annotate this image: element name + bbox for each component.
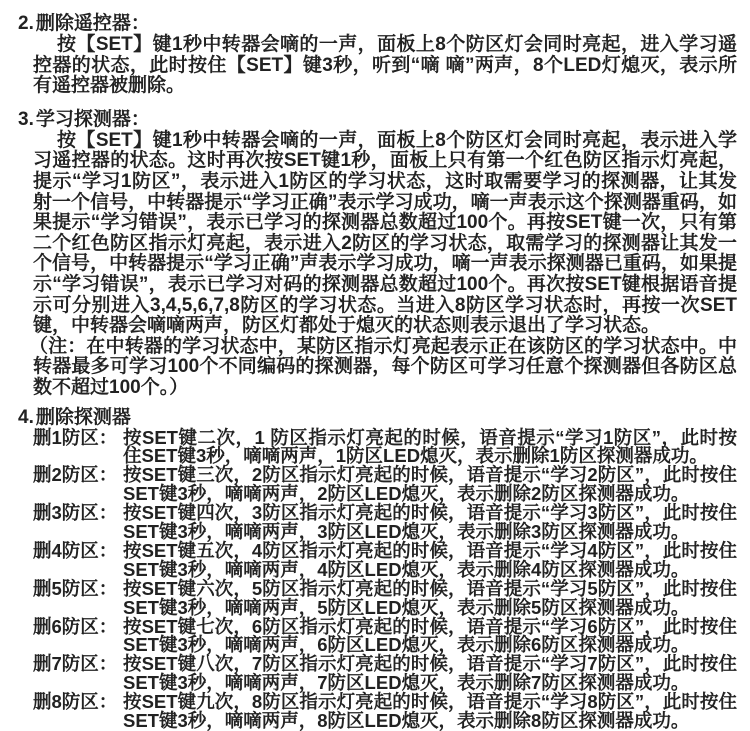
zone-row-6 [33,618,737,656]
zone-row-4 [33,542,737,580]
section-delete-remotes [0,13,750,97]
zone-text: 按SET键七次，6防区指示灯亮起的时候，语音提示“学习6防区”，此时按住SET键3秒，嘀嘀两声，6防区LED熄灭，表示删除6防区探测器成功。 [123,618,737,656]
zone-list [33,429,737,731]
zone-label: 删4防区： [33,542,123,561]
section-title: 删除遥控器： [36,13,150,34]
zone-label: 删3防区： [33,504,123,523]
zone-row-1 [33,429,737,467]
zone-row-7 [33,655,737,693]
section-number: 2. [18,13,34,34]
zone-label: 删1防区： [33,429,123,448]
section-paragraph: 按【SET】键1秒中转器会嘀的一声，面板上8个防区灯会同时亮起，表示进入学习遥控器的状态。这时再次按SET键1秒，面板上只有第一个红色防区指示灯亮起，提示“学习1防区”，表示进入1防区的学习状态，这时取需要学习的探测器，让其发射一个信号，中转器提示“学习正确”表示学习成功，嘀一声表示这个探测器重码，如果提示“学习错误”，表示已学习的探测器总数超过100个。再按SET键一次，只有第二个红色防区指示灯亮起，表示进入2防区的学习状态，取需学习的探测器让其发一个信号，中转器提示“学习正确”声表示学习成功，嘀一声表示探测器已重码，如果提示“学习错误”，表示已学习对码的探测器总数超过100个。再次按SET键根据语音提示可分别进入3,4,5,6,7,8防区的学习状态。当进入8防区学习状态时，再按一次SET键，中转器会嘀嘀两声，防区灯都处于熄灭的状态则表示退出了学习状态。 [33,131,737,337]
section-heading [18,407,737,428]
section-number: 4. [18,407,34,428]
zone-text: 按SET键九次，8防区指示灯亮起的时候，语音提示“学习8防区”，此时按住SET键3秒，嘀嘀两声，8防区LED熄灭，表示删除8防区探测器成功。 [123,693,737,731]
note-paragraph: （注：在中转器的学习状态中，某防区指示灯亮起表示正在该防区的学习状态中。中转器最多可学习100个不同编码的探测器，每个防区可学习任意个探测器但各防区总数不超过100个。） [33,337,737,399]
zone-text: 按SET键二次，1 防区指示灯亮起的时候，语音提示“学习1防区”，此时按住SET键3秒，嘀嘀两声，1防区LED熄灭，表示删除1防区探测器成功。 [123,429,737,467]
zone-text: 按SET键六次，5防区指示灯亮起的时候，语音提示“学习5防区”，此时按住SET键3秒，嘀嘀两声，5防区LED熄灭，表示删除5防区探测器成功。 [123,580,737,618]
section-delete-detectors [0,407,750,731]
zone-row-8 [33,693,737,731]
zone-label: 删5防区： [33,580,123,599]
section-heading [18,13,737,34]
section-learn-detectors [0,109,750,399]
zone-label: 删8防区： [33,693,123,712]
zone-row-5 [33,580,737,618]
section-number: 3. [18,109,34,130]
zone-row-2 [33,466,737,504]
zone-label: 删7防区： [33,655,123,674]
zone-text: 按SET键四次，3防区指示灯亮起的时候，语音提示“学习3防区”，此时按住SET键3秒，嘀嘀两声，3防区LED熄灭，表示删除3防区探测器成功。 [123,504,737,542]
zone-row-3 [33,504,737,542]
zone-text: 按SET键八次，7防区指示灯亮起的时候，语音提示“学习7防区”，此时按住SET键3秒，嘀嘀两声，7防区LED熄灭，表示删除7防区探测器成功。 [123,655,737,693]
section-title: 学习探测器： [36,109,150,130]
section-paragraph: 按【SET】键1秒中转器会嘀的一声，面板上8个防区灯会同时亮起，进入学习遥控器的状态，此时按住【SET】键3秒，听到“嘀 嘀”两声，8个LED灯熄灭，表示所有遥控器被删除。 [33,35,737,97]
zone-text: 按SET键五次，4防区指示灯亮起的时候，语音提示“学习4防区”，此时按住SET键3秒，嘀嘀两声，4防区LED熄灭，表示删除4防区探测器成功。 [123,542,737,580]
section-heading [18,109,737,130]
zone-label: 删6防区： [33,618,123,637]
zone-text: 按SET键三次，2防区指示灯亮起的时候，语音提示“学习2防区”，此时按住SET键3秒，嘀嘀两声，2防区LED熄灭，表示删除2防区探测器成功。 [123,466,737,504]
section-title: 删除探测器 [36,407,131,428]
zone-label: 删2防区： [33,466,123,485]
